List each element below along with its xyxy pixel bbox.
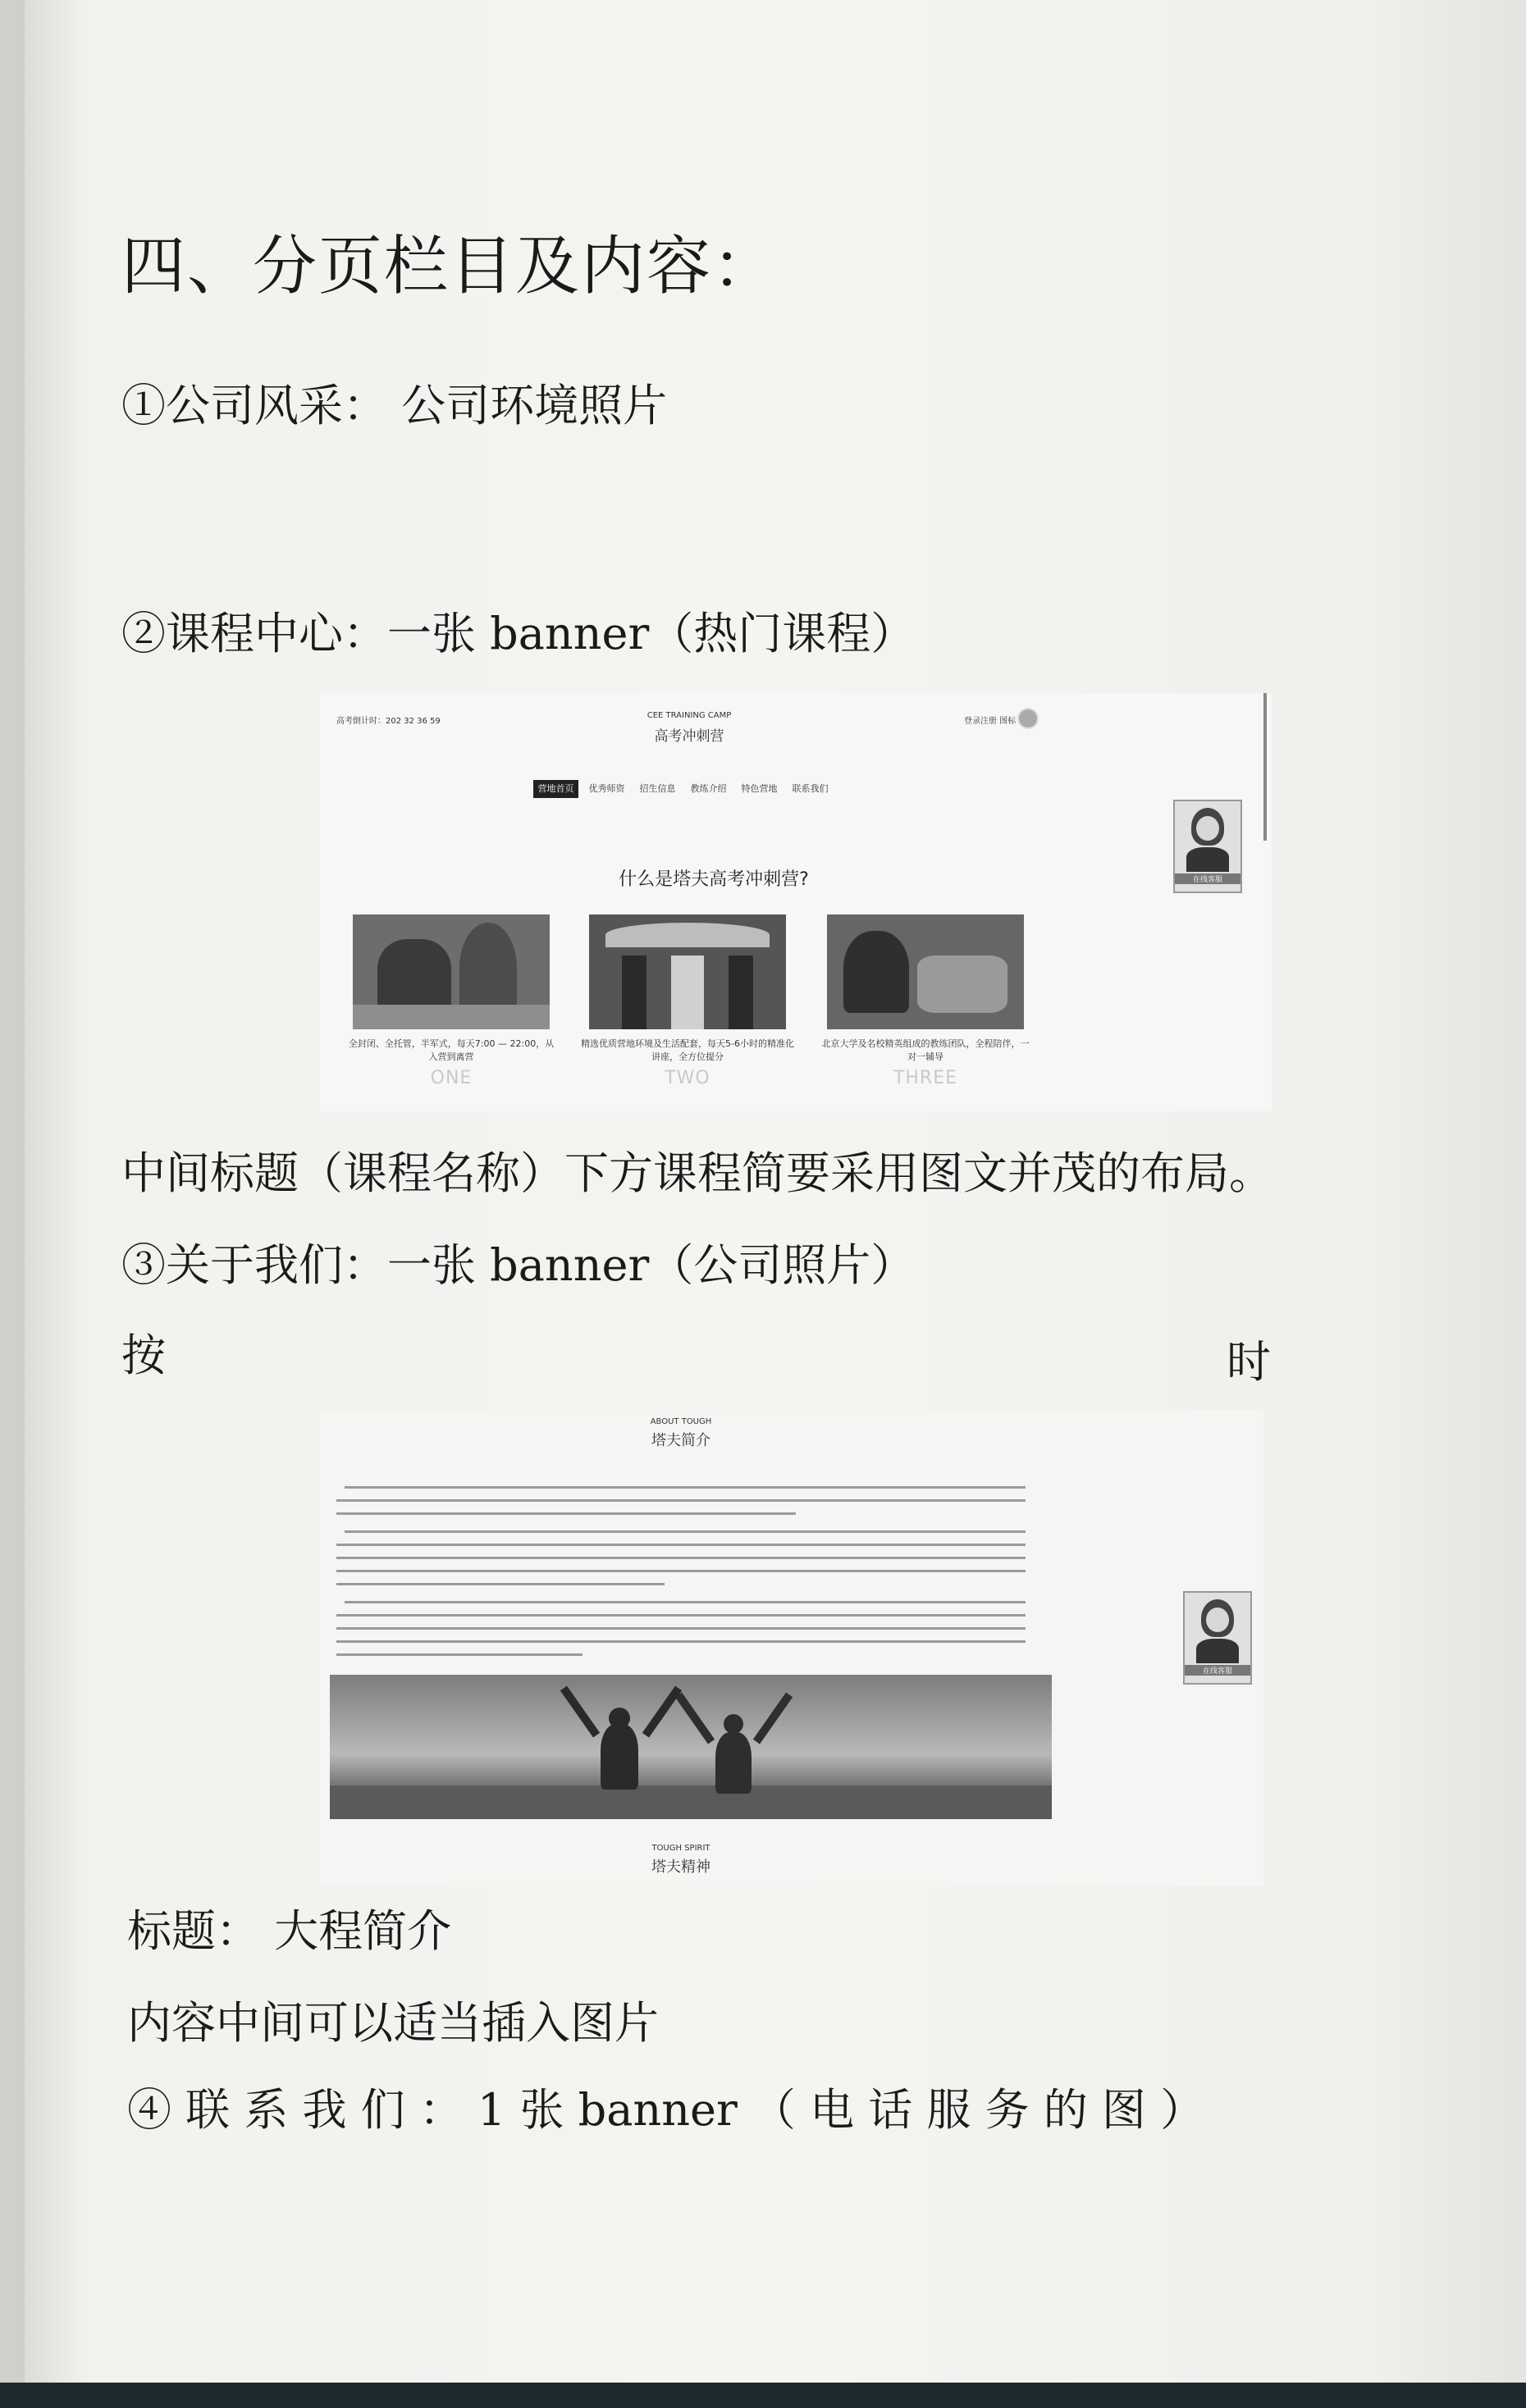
scrollbar[interactable] (1263, 693, 1267, 841)
section-heading: 四、分页栏目及内容： (121, 230, 779, 303)
customer-service-avatar[interactable] (1173, 800, 1242, 893)
card-photo-one (353, 914, 550, 1029)
content-note: 内容中间可以适当插入图片 (127, 1997, 659, 2049)
avatar-caption-2: 在线客服 (1185, 1665, 1250, 1676)
card-photo-three (827, 914, 1024, 1029)
countdown-text: 高考倒计时：202 32 36 59 (336, 717, 441, 726)
word-right: 时 (1227, 1336, 1271, 1388)
tab-enrollment[interactable]: 招生信息 (639, 783, 676, 794)
team-spirit-photo (330, 1675, 1052, 1819)
card-label-one: ONE (430, 1068, 473, 1088)
word-left: 按 (121, 1329, 166, 1381)
customer-service-avatar-2[interactable] (1183, 1591, 1252, 1685)
card-label-two: TWO (665, 1068, 710, 1088)
spirit-brand-en: TOUGH SPIRIT (651, 1844, 710, 1853)
user-icon[interactable] (1017, 708, 1039, 729)
nav-bar (533, 780, 878, 798)
card-photo-two (589, 914, 786, 1029)
tab-camps[interactable]: 特色营地 (741, 783, 778, 794)
tab-home[interactable]: 营地首页 (533, 780, 578, 798)
page-binding (0, 0, 25, 2408)
spirit-brand-cn: 塔夫精神 (651, 1858, 710, 1876)
avatar-caption: 在线客服 (1175, 873, 1240, 884)
about-brand-en: ABOUT TOUGH (650, 1417, 712, 1426)
tab-teachers[interactable]: 优秀师资 (588, 783, 625, 794)
item-about-us: ③关于我们：一张 banner（公司照片） (121, 1239, 916, 1291)
card-label-three: THREE (893, 1068, 958, 1088)
about-us-screenshot (320, 1411, 1263, 1886)
login-link[interactable]: 登录注册 图标 (964, 717, 1017, 726)
item-contact-us: ④ 联 系 我 们 ： 1 张 banner （ 电 话 服 务 的 图 ） (127, 2084, 1205, 2136)
tab-contact[interactable]: 联系我们 (792, 783, 829, 794)
about-brand-cn: 塔夫简介 (651, 1432, 710, 1449)
item-company-style: ①公司风采： 公司环境照片 (121, 380, 668, 431)
card-caption-three: 北京大学及名校精英组成的教练团队，全程陪伴，一对一辅导 (821, 1038, 1030, 1062)
brand-cn: 高考冲刺营 (654, 728, 724, 745)
item-course-center: ②课程中心：一张 banner（热门课程） (121, 608, 916, 659)
tab-coaches[interactable]: 教练介绍 (690, 783, 727, 794)
section-title: 什么是塔夫高考冲刺营? (619, 869, 809, 890)
title-label: 标题： 大程简介 (127, 1905, 452, 1957)
card-caption-one: 全封闭、全托管，半军式，每天7:00 — 22:00，从入营到离营 (348, 1038, 555, 1062)
brand-en: CEE TRAINING CAMP (646, 711, 732, 720)
card-caption-two: 精选优质营地环境及生活配套，每天5-6小时的精准化讲座，全方位提分 (581, 1038, 794, 1062)
bottom-edge (0, 2383, 1526, 2408)
course-center-screenshot (320, 693, 1272, 1111)
paragraph-course-layout: 中间标题（课程名称）下方课程简要采用图文并茂的布局。 (121, 1147, 1273, 1199)
